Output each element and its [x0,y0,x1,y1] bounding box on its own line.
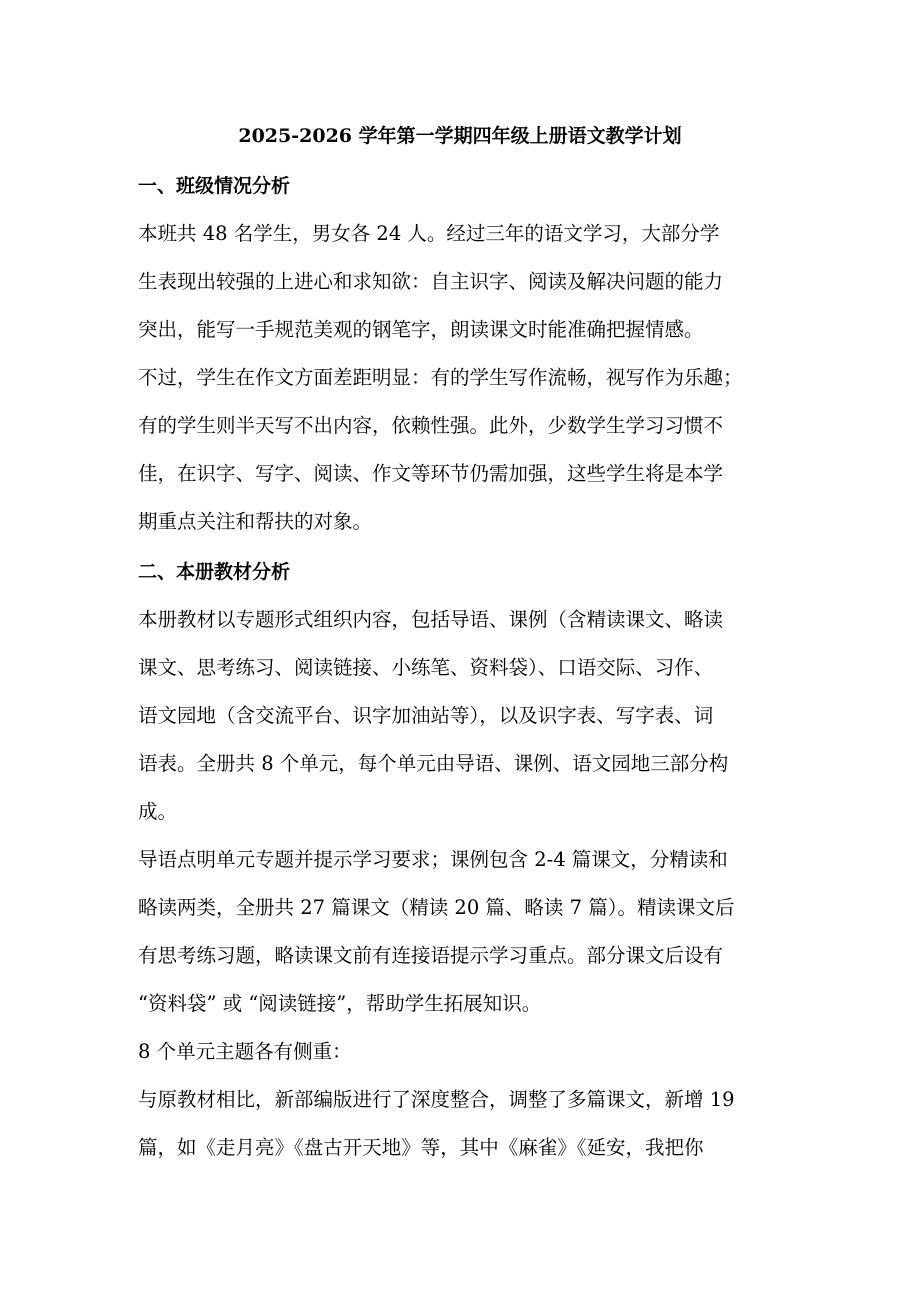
paragraph-line: 有思考练习题，略读课文前有连接语提示学习重点。部分课文后设有 [138,944,724,967]
paragraph-line: “资料袋” 或 “阅读链接”，帮助学生拓展知识。 [138,992,542,1015]
section-heading-class-analysis: 一、班级情况分析 [138,175,291,197]
paragraph-line: 篇，如《走月亮》《盘古开天地》等，其中《麻雀》《延安，我把你 [138,1136,704,1159]
paragraph-line: 课文、思考练习、阅读链接、小练笔、资料袋）、口语交际、习作、 [138,656,714,679]
paragraph-line: 成。 [138,800,178,823]
paragraph-line: 有的学生则半天写不出内容，依赖性强。此外，少数学生学习习惯不 [138,414,724,437]
section-heading-textbook-analysis: 二、本册教材分析 [138,561,291,583]
paragraph-line: 突出，能写一手规范美观的钢笔字，朗读课文时能准确把握情感。 [138,318,704,341]
paragraph-line: 本班共 48 名学生，男女各 24 人。经过三年的语文学习，大部分学 [138,222,720,245]
paragraph-line: 8 个单元主题各有侧重： [138,1040,352,1063]
paragraph-line: 本册教材以专题形式组织内容，包括导语、课例（含精读课文、略读 [138,608,724,631]
paragraph-line: 导语点明单元专题并提示学习要求；课例包含 2-4 篇课文，分精读和 [138,848,728,871]
paragraph-line: 略读两类，全册共 27 篇课文（精读 20 篇、略读 7 篇）。精读课文后 [138,896,735,919]
paragraph-line: 佳，在识字、写字、阅读、作文等环节仍需加强，这些学生将是本学 [138,462,724,485]
paragraph-line: 语文园地（含交流平台、识字加油站等），以及识字表、写字表、词 [138,704,714,727]
paragraph-line: 不过，学生在作文方面差距明显：有的学生写作流畅，视写作为乐趣； [138,366,743,389]
document-title: 2025-2026 学年第一学期四年级上册语文教学计划 [238,125,682,147]
paragraph-line: 期重点关注和帮扶的对象。 [138,510,373,533]
paragraph-line: 与原教材相比，新部编版进行了深度整合，调整了多篇课文，新增 19 [138,1088,735,1111]
paragraph-line: 生表现出较强的上进心和求知欲：自主识字、阅读及解决问题的能力 [138,270,724,293]
paragraph-line: 语表。全册共 8 个单元，每个单元由导语、课例、语文园地三部分构 [138,752,729,775]
